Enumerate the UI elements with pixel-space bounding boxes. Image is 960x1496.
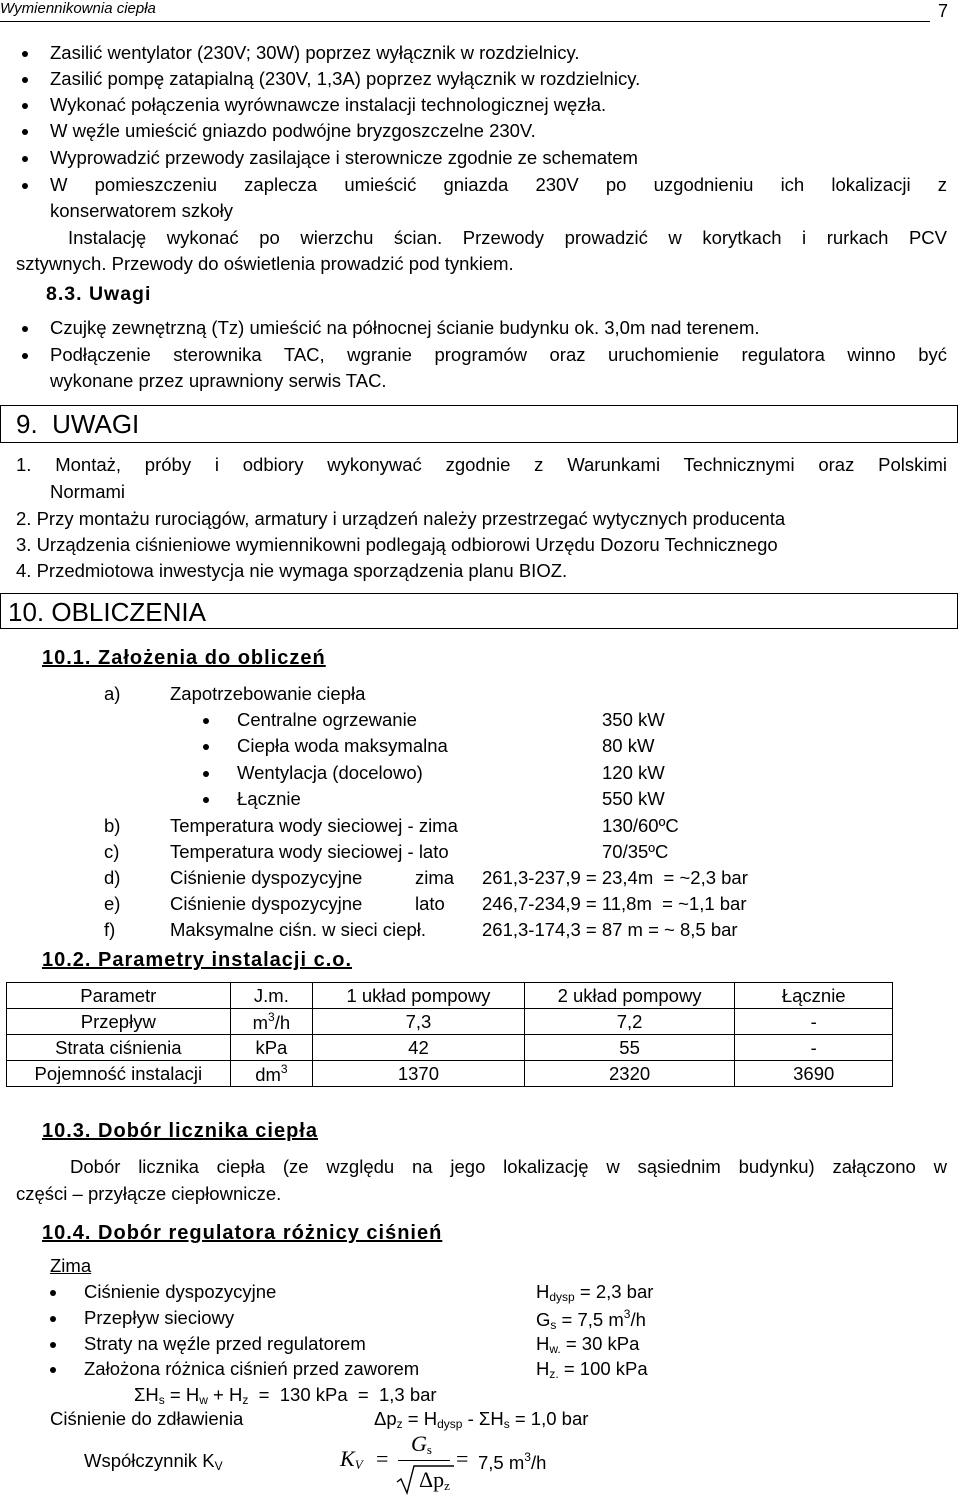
value: = 7,5 m (556, 1309, 624, 1330)
item-label: Temperatura wody sieciowej - zima (170, 815, 458, 836)
kv-k: K (340, 1446, 355, 1471)
eq-part: = H (164, 1384, 200, 1405)
item-calc: 261,3-237,9 = 23,4m = ~2,3 bar (482, 867, 748, 888)
param-value (536, 1333, 639, 1356)
sum-equation (134, 1384, 437, 1407)
symbol: H (536, 1333, 550, 1354)
eq-part: - ΣH (462, 1408, 504, 1429)
value: = 30 kPa (560, 1333, 640, 1354)
kv-equals-2: = (456, 1446, 469, 1471)
bullet-dot (22, 156, 28, 162)
bullet-text: Wykonać połączenia wyrównawcze instalacji technologicznej węzła. (50, 94, 607, 115)
item-letter: c) (104, 841, 120, 862)
table-cell-param: Przepływ (7, 1009, 231, 1035)
item-label: Ciśnienie dyspozycyjne (170, 867, 363, 888)
item-calc: 246,7-234,9 = 11,8m = ~1,1 bar (482, 893, 747, 914)
table-cell-value: 55 (524, 1035, 735, 1061)
table-cell-unit (230, 1061, 313, 1087)
table-cell-total: - (735, 1035, 893, 1061)
demand-value: 80 kW (602, 735, 655, 756)
bullet-dot (22, 77, 28, 83)
eq-part: = H (402, 1408, 438, 1429)
eq-sub: z (242, 1393, 249, 1407)
table-header-cell: 2 układ pompowy (524, 983, 735, 1009)
eq-part: = 1,0 bar (509, 1408, 589, 1429)
item-calc: 261,3-174,3 = 87 m = ~ 8,5 bar (482, 919, 738, 940)
eq-sub: w (199, 1393, 208, 1407)
header-rule (0, 21, 930, 22)
kv-result (478, 1450, 546, 1474)
item-letter: f) (104, 919, 116, 940)
eq-sub: s (158, 1393, 165, 1407)
section-9-heading-box (0, 405, 958, 443)
bullet-dot (50, 1316, 56, 1322)
kv-symbol (340, 1446, 363, 1473)
param-label: Przepływ sieciowy (84, 1307, 235, 1328)
table-row (7, 1009, 893, 1035)
table-cell-param: Pojemność instalacji (7, 1061, 231, 1087)
item-label: Zapotrzebowanie ciepła (170, 683, 366, 704)
unit-base: dm (255, 1063, 281, 1085)
bullet-dot (22, 353, 28, 359)
section-10-3-title: 10.3. Dobór licznika ciepła (42, 1120, 318, 1142)
bullet-dot (50, 1367, 56, 1373)
table-cell-value: 7,2 (524, 1009, 735, 1035)
table-cell-unit (230, 1009, 313, 1035)
param-value (536, 1358, 648, 1381)
unit-rest: /h (274, 1011, 291, 1033)
unit-sup: 3 (280, 1061, 288, 1076)
param-label: Ciśnienie dyspozycyjne (84, 1281, 277, 1302)
bullet-text: Zasilić wentylator (230V; 30W) poprzez wyłącznik w rozdzielnicy. (50, 42, 580, 63)
symbol-sub: z. (549, 1367, 559, 1381)
table-cell-value: 7,3 (313, 1009, 525, 1035)
kv-den-sub: z (444, 1478, 450, 1493)
item-letter: a) (104, 683, 121, 704)
table-header-cell: J.m. (230, 983, 313, 1009)
section-10-title: 10. OBLICZENIA (8, 597, 206, 627)
value: = 2,3 bar (574, 1281, 654, 1302)
demand-label: Ciepła woda maksymalna (237, 735, 448, 756)
note-item-cont: Normami (50, 481, 126, 502)
bullet-text-cont: konserwatorem szkoły (50, 200, 234, 221)
bullet-dot (203, 797, 209, 803)
value-unit: /h (630, 1309, 646, 1330)
kv-res-unit: /h (530, 1452, 547, 1473)
install-paragraph-line: sztywnych. Przewody do oświetlenia prowadzić pod tynkiem. (16, 253, 514, 274)
table-header-row (7, 983, 893, 1009)
season-label: Zima (50, 1255, 92, 1276)
kv-label-text: Współczynnik K (84, 1450, 215, 1471)
symbol-sub: s (550, 1318, 557, 1332)
paragraph-line: części – przyłącze ciepłownicze. (16, 1183, 282, 1204)
bullet-text: Zasilić pompę zatapialną (230V, 1,3A) poprzez wyłącznik w rozdzielnicy. (50, 68, 641, 89)
param-label: Założona różnica ciśnień przed zaworem (84, 1358, 420, 1379)
item-season: zima (415, 867, 455, 888)
eq-sub: z (396, 1417, 403, 1431)
param-value (536, 1281, 653, 1304)
symbol: G (536, 1309, 551, 1330)
demand-label: Łącznie (237, 788, 301, 809)
install-paragraph-line: Instalację wykonać po wierzchu ścian. Przewody prowadzić w korytkach i rurkach PCV (68, 227, 947, 248)
bullet-dot (22, 103, 28, 109)
table-cell-unit (230, 1035, 313, 1061)
section-8-3-title: 8.3. Uwagi (46, 283, 152, 305)
item-season: lato (415, 893, 445, 914)
bullet-dot (203, 744, 209, 750)
paragraph-line: Dobór licznika ciepła (ze względu na jego lokalizację w sąsiednim budynku) załączono w (70, 1156, 947, 1177)
bullet-dot (22, 129, 28, 135)
table-cell-value: 2320 (524, 1061, 735, 1087)
table-cell-value: 1370 (313, 1061, 525, 1087)
bullet-dot (50, 1290, 56, 1296)
demand-label: Wentylacja (docelowo) (237, 762, 423, 783)
throttle-equation (374, 1408, 588, 1431)
table-header-cell: 1 układ pompowy (313, 983, 525, 1009)
demand-value: 350 kW (602, 709, 665, 730)
table-row (7, 1061, 893, 1087)
bullet-dot (50, 1342, 56, 1348)
item-label: Ciśnienie dyspozycyjne (170, 893, 363, 914)
note-item: 4. Przedmiotowa inwestycja nie wymaga sporządzenia planu BIOZ. (16, 560, 568, 581)
unit-base: m (252, 1011, 269, 1033)
eq-part: + H (207, 1384, 243, 1405)
table-header-cell: Parametr (7, 983, 231, 1009)
value: = 100 kPa (558, 1358, 648, 1379)
bullet-text-cont: wykonane przez uprawniony serwis TAC. (50, 370, 387, 391)
eq-sub: s (503, 1417, 510, 1431)
value-sup: 3 (623, 1307, 631, 1321)
section-10-2-title: 10.2. Parametry instalacji c.o. (42, 949, 353, 971)
item-letter: e) (104, 893, 121, 914)
param-label: Straty na węźle przed regulatorem (84, 1333, 366, 1354)
kv-num: G (411, 1431, 427, 1456)
bullet-dot (203, 771, 209, 777)
unit-sup: 3 (268, 1009, 275, 1024)
eq-part: ΣH (134, 1384, 159, 1405)
symbol-sub: w. (549, 1342, 561, 1356)
kv-label (84, 1450, 223, 1473)
table-cell-total: 3690 (735, 1061, 893, 1087)
demand-value: 550 kW (602, 788, 665, 809)
kv-num-sub: s (426, 1442, 432, 1457)
bullet-text: Podłączenie sterownika TAC, wgranie programów oraz uruchomienie regulatora winno być (50, 344, 947, 365)
unit-base: kPa (255, 1036, 288, 1058)
eq-sub: dysp (437, 1417, 463, 1431)
kv-den: Δp (419, 1467, 445, 1492)
note-item: 1. Montaż, próby i odbiory wykonywać zgodnie z Warunkami Technicznymi oraz Polskimi (16, 454, 947, 475)
item-letter: b) (104, 815, 121, 836)
page-number: 7 (937, 1, 948, 21)
bullet-dot (22, 51, 28, 57)
eq-part: = 130 kPa = 1,3 bar (248, 1384, 437, 1405)
bullet-text: Wyprowadzić przewody zasilające i sterownicze zgodnie ze schematem (50, 147, 638, 168)
item-value: 70/35ºC (602, 841, 669, 862)
bullet-dot (203, 718, 209, 724)
param-value (536, 1307, 646, 1332)
kv-denominator (419, 1467, 450, 1494)
demand-value: 120 kW (602, 762, 665, 783)
bullet-dot (22, 326, 28, 332)
bullet-dot (22, 183, 28, 189)
kv-equals: = (376, 1446, 389, 1471)
section-10-1-title: 10.1. Założenia do obliczeń (42, 647, 326, 669)
demand-label: Centralne ogrzewanie (237, 709, 417, 730)
section-9-title: 9. UWAGI (16, 409, 140, 439)
bullet-text: Czujkę zewnętrzną (Tz) umieścić na północnej ścianie budynku ok. 3,0m nad terenem. (50, 317, 760, 338)
item-label: Maksymalne ciśn. w sieci ciepł. (170, 919, 426, 940)
kv-k-sub: V (354, 1457, 363, 1472)
parameters-table (6, 982, 893, 1087)
fraction-bar (398, 1460, 450, 1461)
table-header-cell: Łącznie (735, 983, 893, 1009)
table-cell-value: 42 (313, 1035, 525, 1061)
kv-numerator (411, 1431, 432, 1458)
table-cell-total: - (735, 1009, 893, 1035)
item-value: 130/60ºC (602, 815, 679, 836)
symbol: H (536, 1358, 550, 1379)
note-item: 2. Przy montażu rurociągów, armatury i urządzeń należy przestrzegać wytycznych producenta (16, 508, 786, 529)
throttle-label: Ciśnienie do zdławienia (50, 1408, 244, 1429)
item-letter: d) (104, 867, 121, 888)
item-label: Temperatura wody sieciowej - lato (170, 841, 449, 862)
section-10-4-title: 10.4. Dobór regulatora różnicy ciśnień (42, 1222, 443, 1244)
symbol-sub: dysp (549, 1290, 575, 1304)
running-header: Wymiennikownia ciepła (0, 0, 156, 17)
note-item: 3. Urządzenia ciśnieniowe wymiennikowni podlegają odbiorowi Urzędu Dozoru Technicznego (16, 534, 778, 555)
eq-part: Δp (374, 1408, 397, 1429)
bullet-text: W pomieszczeniu zaplecza umieścić gniazda 230V po uzgodnieniu ich lokalizacji z (50, 174, 947, 195)
symbol: H (536, 1281, 550, 1302)
bullet-text: W węźle umieścić gniazdo podwójne bryzgoszczelne 230V. (50, 120, 536, 141)
table-cell-param: Strata ciśnienia (7, 1035, 231, 1061)
kv-res-sup: 3 (524, 1450, 531, 1464)
kv-res: 7,5 m (478, 1452, 525, 1473)
kv-label-sub: V (214, 1459, 223, 1473)
table-row (7, 1035, 893, 1061)
